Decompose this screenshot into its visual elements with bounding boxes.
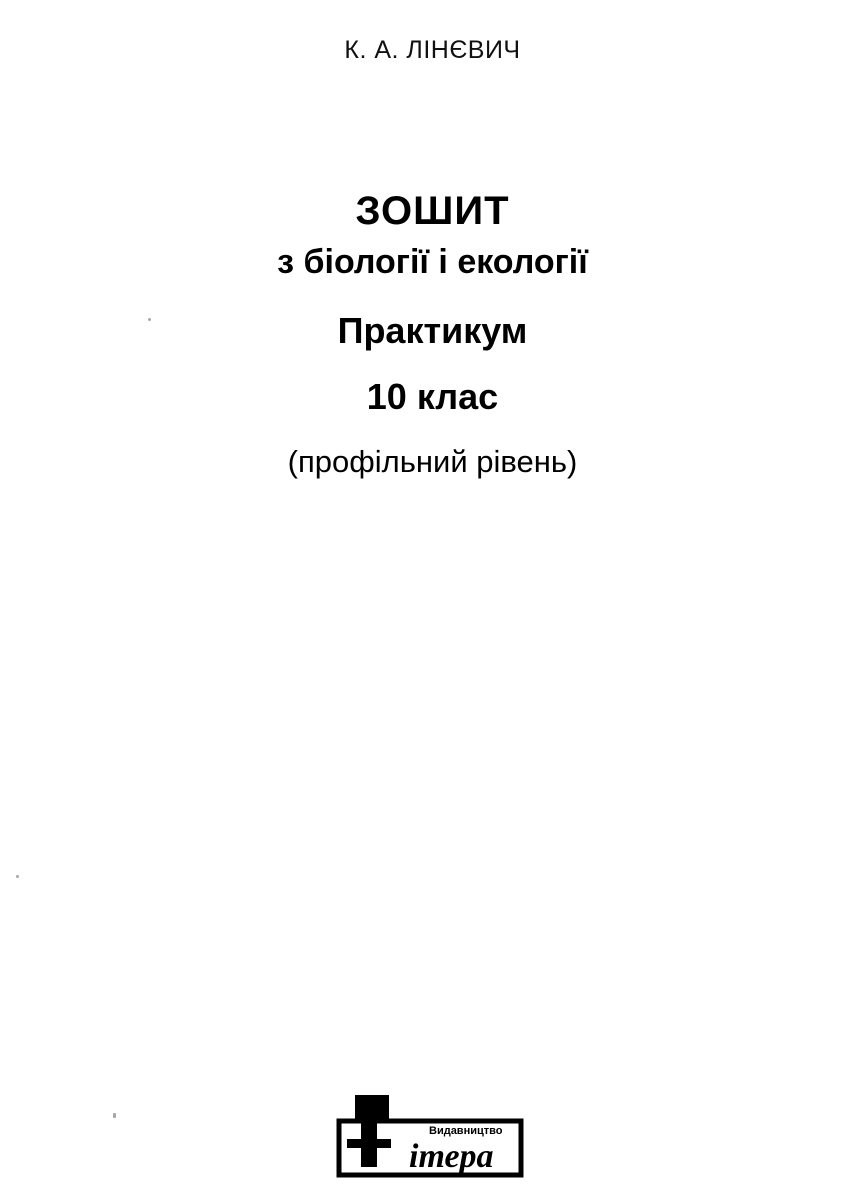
scan-speck xyxy=(148,318,151,321)
page-title: ЗОШИТ xyxy=(355,189,510,233)
level-label: (профільний рівень) xyxy=(287,443,578,479)
title-block xyxy=(0,190,865,479)
publisher-logo xyxy=(0,1087,865,1182)
subject-subtitle: з біології і екології xyxy=(277,243,588,281)
publisher-label: Видавництво xyxy=(428,1125,502,1137)
grade-label: 10 клас xyxy=(366,375,499,417)
scan-speck xyxy=(16,875,19,878)
publisher-wordmark: ітера xyxy=(408,1138,494,1175)
litera-publisher-logo-icon xyxy=(333,1087,533,1182)
author-name: К. А. ЛІНЄВИЧ xyxy=(344,36,521,64)
edition-kind: Практикум xyxy=(337,310,528,352)
